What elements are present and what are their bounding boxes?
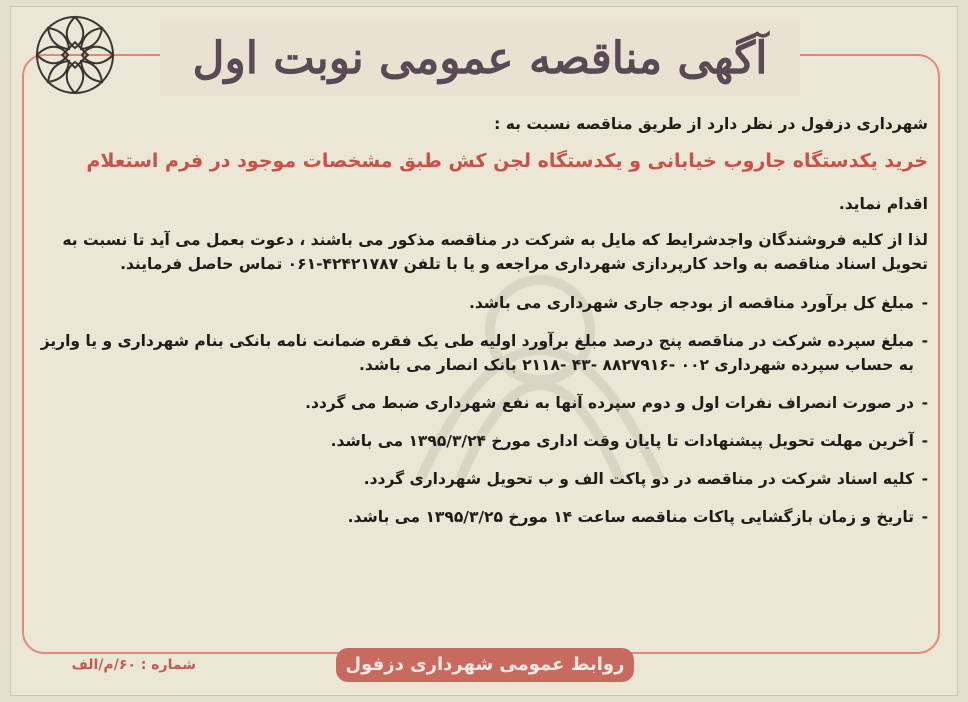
- tender-subject: خرید یکدستگاه جاروب خیابانی و یکدستگاه لجن کش طبق مشخصات موجود در فرم استعلام: [86, 150, 928, 172]
- condition-text: مبلغ سپرده شرکت در مناقصه پنج درصد مبلغ برآورد اولیه طی یک فقره ضمانت نامه بانکی بنام شهرداری و یا واریز به حساب سپرده شهرداری ۰۰۲ -۸۸۲۷۹۱۶ -۴۳ -۲۱۱۸ بانک انصار می باشد.: [40, 332, 914, 374]
- issue-number: شماره : ۶۰/م/الف: [71, 657, 196, 673]
- intro-text: شهرداری دزفول در نظر دارد از طریق مناقصه نسبت به :: [494, 115, 928, 133]
- condition-text: تاریخ و زمان بازگشایی پاکات مناقصه ساعت ۱۴ مورخ ۱۳۹۵/۳/۲۵ می باشد.: [347, 508, 914, 526]
- list-item: [30, 467, 928, 491]
- list-item: [30, 291, 928, 315]
- bullet-dash: -: [921, 432, 928, 450]
- ad-body: [30, 112, 928, 543]
- bullet-dash: -: [921, 294, 928, 312]
- conditions-list: [30, 291, 928, 529]
- list-item: [30, 391, 928, 415]
- list-item: [30, 429, 928, 453]
- bullet-dash: -: [921, 508, 928, 526]
- municipality-logo-icon: [30, 10, 120, 100]
- ad-title: آگهی مناقصه عمومی نوبت اول: [192, 33, 768, 84]
- bullet-dash: -: [921, 470, 928, 488]
- condition-text: مبلغ کل برآورد مناقصه از بودجه جاری شهرداری می باشد.: [468, 294, 914, 312]
- action-text: اقدام نماید.: [838, 195, 928, 213]
- condition-text: آخرین مهلت تحویل پیشنهادات تا پایان وقت اداری مورخ ۱۳۹۵/۳/۲۴ می باشد.: [330, 432, 914, 450]
- list-item: [30, 505, 928, 529]
- public-relations-badge: روابط عمومی شهرداری دزفول: [336, 648, 634, 682]
- bullet-dash: -: [921, 332, 928, 350]
- list-item: [30, 329, 928, 377]
- condition-text: در صورت انصراف نفرات اول و دوم سپرده آنها به نفع شهرداری ضبط می گردد.: [305, 394, 914, 412]
- invitation-text: لذا از کلیه فروشندگان واجدشرایط که مایل به شرکت در مناقصه مذکور می باشند ، دعوت بعمل می آید تا نسبت به تحویل اسناد مناقصه به واحد کارپردازی شهرداری مراجعه و یا با تلفن ۴۲۴۲۱۷۸۷-۰۶۱ تماس حاصل فرمایند.: [62, 231, 928, 273]
- condition-text: کلیه اسناد شرکت در مناقصه در دو پاکت الف و ب تحویل شهرداری گردد.: [363, 470, 914, 488]
- bullet-dash: -: [921, 394, 928, 412]
